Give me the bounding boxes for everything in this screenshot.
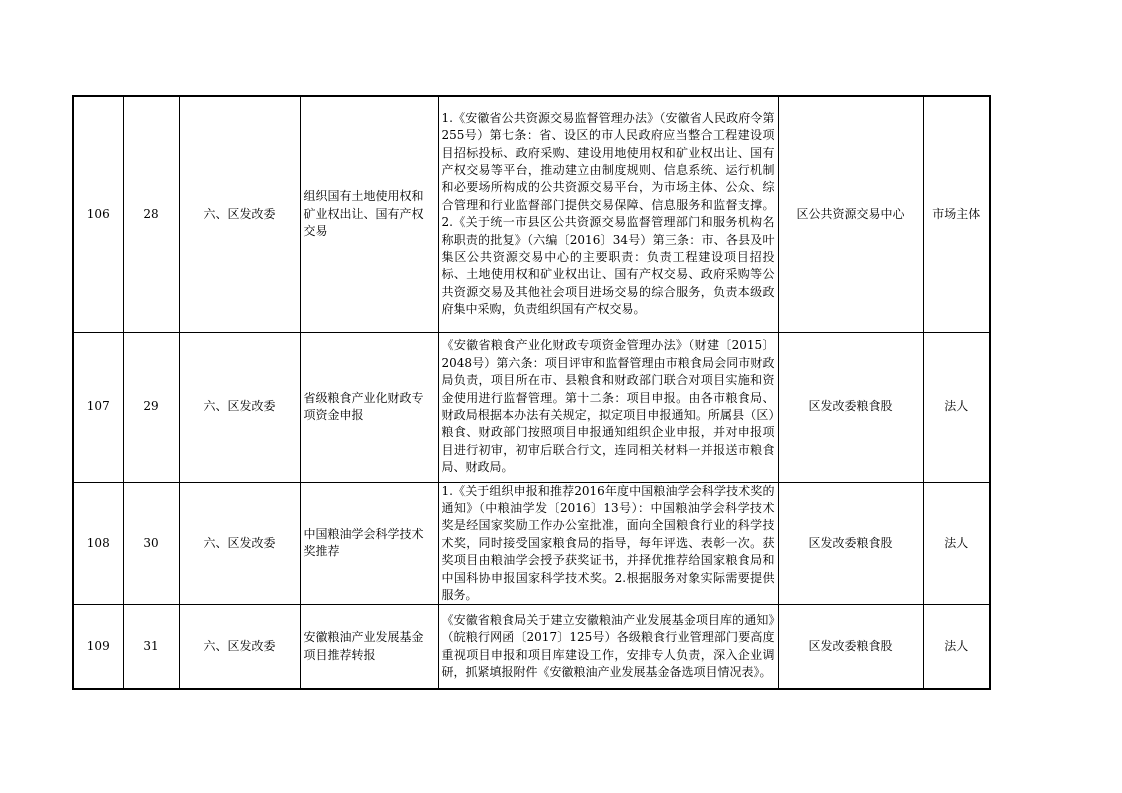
dept-cell: 六、区发改委 bbox=[179, 332, 300, 482]
basis-cell: 《安徽省粮食局关于建立安徽粮油产业发展基金项目库的通知》（皖粮行网函〔2017〕125号）各级粮食行业管理部门要高度重视项目申报和项目库建设工作，安排专人负责，深入企业调研，抓紧填报附件《安徽粮油产业发展基金备选项目情况表》。 bbox=[438, 605, 778, 689]
table-row bbox=[73, 605, 990, 689]
sub-seq-cell: 28 bbox=[123, 96, 179, 332]
dept-cell: 六、区发改委 bbox=[179, 482, 300, 605]
seq-cell: 107 bbox=[73, 332, 123, 482]
basis-cell: 1.《安徽省公共资源交易监督管理办法》（安徽省人民政府令第255号）第七条：省、设区的市人民政府应当整合工程建设项目招标投标、政府采购、建设用地使用权和矿业权出让、国有产权交易等平台，推动建立由制度规则、信息系统、运行机制和必要场所构成的公共资源交易平台，为市场主体、公众、综合管理和行业监督部门提供交易保障、信息服务和监督支撑。2.《关于统一市县区公共资源交易监督管理部门和服务机构名称职责的批复》（六编〔2016〕34号）第三条：市、各县及叶集区公共资源交易中心的主要职责：负责工程建设项目招投标、土地使用权和矿业权出让、国有产权交易、政府采购等公共资源交易及其他社会项目进场交易的综合服务，负责本级政府集中采购，负责组织国有产权交易。 bbox=[438, 96, 778, 332]
item-name-cell: 组织国有土地使用权和矿业权出让、国有产权交易 bbox=[300, 96, 438, 332]
sub-seq-cell: 30 bbox=[123, 482, 179, 605]
basis-cell: 1.《关于组织申报和推荐2016年度中国粮油学会科学技术奖的通知》（中粮油学发〔2016〕13号）：中国粮油学会科学技术奖是经国家奖励工作办公室批准，面向全国粮食行业的科学技术奖，同时接受国家粮食局的指导，每年评选、表彰一次。获奖项目由粮油学会授予获奖证书，并择优推荐给国家粮食局和中国科协申报国家科学技术奖。2.根据服务对象实际需要提供服务。 bbox=[438, 482, 778, 605]
target-cell: 市场主体 bbox=[923, 96, 990, 332]
dept-cell: 六、区发改委 bbox=[179, 605, 300, 689]
unit-cell: 区发改委粮食股 bbox=[778, 332, 923, 482]
seq-cell: 106 bbox=[73, 96, 123, 332]
target-cell: 法人 bbox=[923, 332, 990, 482]
item-name-cell: 省级粮食产业化财政专项资金申报 bbox=[300, 332, 438, 482]
basis-cell: 《安徽省粮食产业化财政专项资金管理办法》（财建〔2015〕2048号）第六条：项目评审和监督管理由市粮食局会同市财政局负责，项目所在市、县粮食和财政部门联合对项目实施和资金使用进行监督管理。第十二条：项目申报。由各市粮食局、财政局根据本办法有关规定，拟定项目申报通知。所属县（区）粮食、财政部门按照项目申报通知组织企业申报，并对申报项目进行初审，初审后联合行文，连同相关材料一并报送市粮食局、财政局。 bbox=[438, 332, 778, 482]
sub-seq-cell: 29 bbox=[123, 332, 179, 482]
item-name-cell: 中国粮油学会科学技术奖推荐 bbox=[300, 482, 438, 605]
unit-cell: 区发改委粮食股 bbox=[778, 482, 923, 605]
seq-cell: 109 bbox=[73, 605, 123, 689]
unit-cell: 区公共资源交易中心 bbox=[778, 96, 923, 332]
table-row bbox=[73, 482, 990, 605]
dept-cell: 六、区发改委 bbox=[179, 96, 300, 332]
target-cell: 法人 bbox=[923, 605, 990, 689]
target-cell: 法人 bbox=[923, 482, 990, 605]
table-row bbox=[73, 332, 990, 482]
seq-cell: 108 bbox=[73, 482, 123, 605]
sub-seq-cell: 31 bbox=[123, 605, 179, 689]
table-row bbox=[73, 96, 990, 332]
service-items-table bbox=[72, 95, 991, 690]
item-name-cell: 安徽粮油产业发展基金项目推荐转报 bbox=[300, 605, 438, 689]
unit-cell: 区发改委粮食股 bbox=[778, 605, 923, 689]
